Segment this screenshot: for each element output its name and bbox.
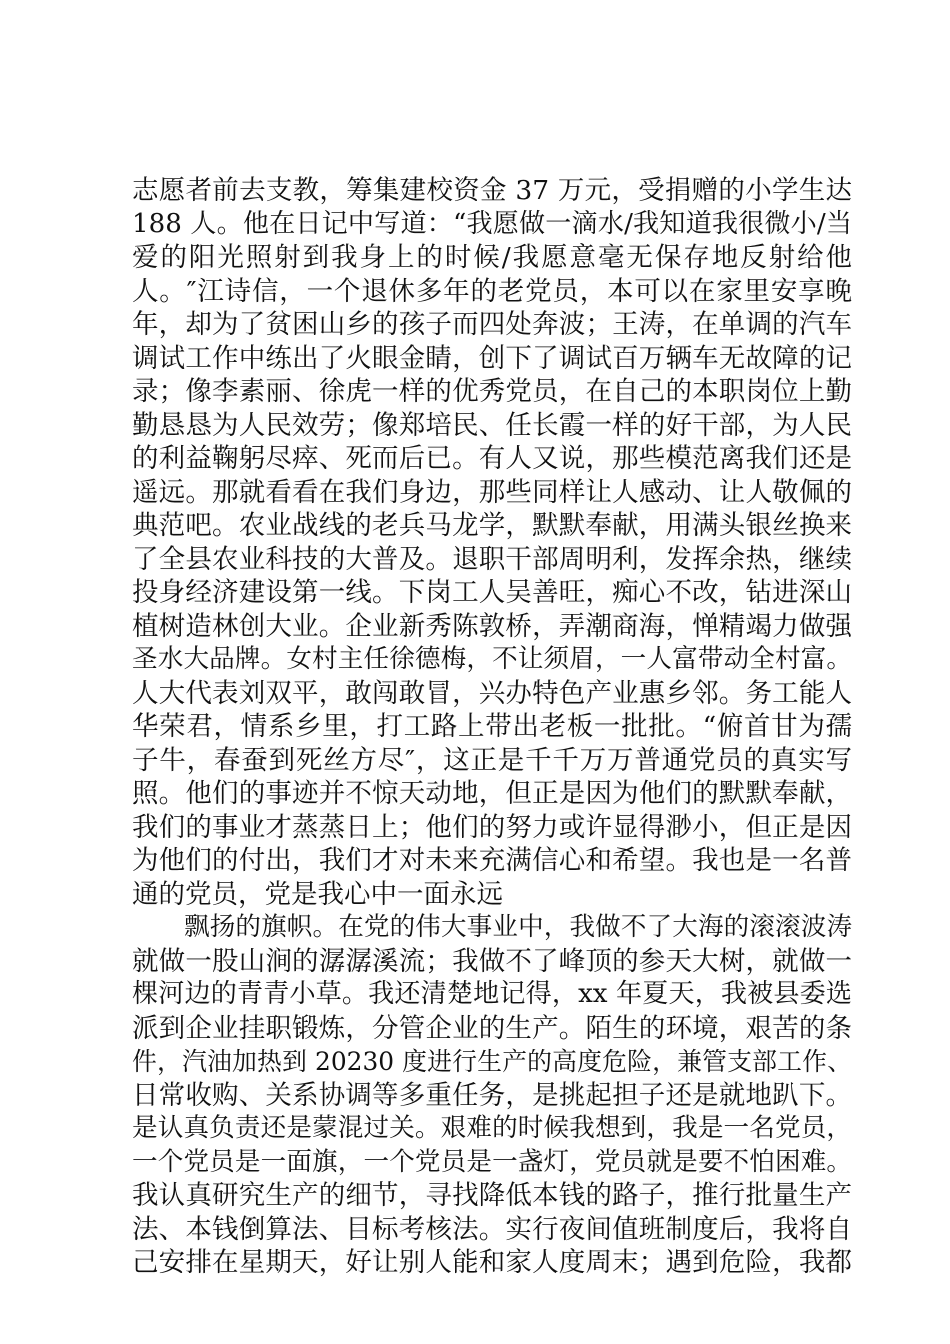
text-line: 调试工作中练出了火眼金睛，创下了调试百万辆车无故障的记 [132,342,852,374]
paragraph-1 [132,174,852,911]
text-line: 录；像李素丽、徐虎一样的优秀党员，在自己的本职岗位上勤 [132,376,852,407]
text-line: 植树造林创大业。企业新秀陈敦桥，弄潮商海，惮精竭力做强 [132,610,852,642]
text-line: 件，汽油加热到 20230 度进行生产的高度危险，兼管支部工作、 [132,1047,852,1076]
text-line: 投身经济建设第一线。下岗工人吴善旺，痴心不改，钻进深山 [132,577,852,608]
text-line-first: 飘扬的旗帜。在党的伟大事业中，我做不了大海的滚滚波涛 [184,912,852,942]
text-line: 为他们的付出，我们才对未来充满信心和希望。我也是一名普 [132,845,852,876]
text-line: 遥远。那就看看在我们身边，那些同样让人感动、让人敬佩的 [132,476,852,508]
text-line: 年，却为了贫困山乡的孩子而四处奔波；王涛，在单调的汽车 [132,309,852,340]
text-line: 子牛，春蚕到死丝方尽″，这正是千千万万普通党员的真实写 [132,744,852,776]
text-line: 法、本钱倒算法、目标考核法。实行夜间值班制度后，我将自 [132,1213,852,1245]
text-line-last: 通的党员，党是我心中一面永远 [132,878,503,910]
text-line: 志愿者前去支教，筹集建校资金 37 万元，受捐赠的小学生达 [132,175,852,206]
text-line: 我认真研究生产的细节，寻找降低本钱的路子，推行批量生产 [132,1180,852,1211]
text-line: 一个党员是一面旗，一个党员是一盏灯，党员就是要不怕困难。 [132,1146,852,1177]
text-line: 人。″江诗信，一个退休多年的老党员，本可以在家里安享晚 [132,275,852,307]
text-line: 的利益鞠躬尽瘁、死而后已。有人又说，那些模范离我们还是 [132,443,852,474]
text-line: 己安排在星期天，好让别人能和家人度周末；遇到危险，我都 [132,1247,852,1278]
text-line: 典范吧。农业战线的老兵马龙学，默默奉献，用满头银丝换来 [132,510,852,541]
text-line: 圣水大品牌。女村主任徐德梅，不让须眉，一人富带动全村富。 [132,644,852,674]
text-line: 了全县农业科技的大普及。退职干部周明利，发挥余热，继续 [132,543,852,575]
text-line: 188 人。他在日记中写道：“我愿做一滴水/我知道我很微小/当 [132,208,852,239]
text-line: 华荣君，情系乡里，打工路上带出老板一批批。“俯首甘为孺 [132,711,852,742]
text-line: 我们的事业才蒸蒸日上；他们的努力或许显得渺小，但正是因 [132,811,852,843]
text-line: 人大代表刘双平，敢闯敢冒，兴办特色产业惠乡邻。务工能人 [132,677,852,709]
text-line: 是认真负责还是蒙混过关。艰难的时候我想到，我是一名党员， [132,1113,852,1143]
text-line: 就做一股山涧的潺潺溪流；我做不了峰顶的参天大树，就做一 [132,945,852,977]
text-line: 照。他们的事迹并不惊天动地，但正是因为他们的默默奉献， [132,778,852,809]
text-line: 勤恳恳为人民效劳；像郑培民、任长霞一样的好干部，为人民 [132,409,852,441]
text-line: 棵河边的青青小草。我还清楚地记得，xx 年夏天，我被县委选 [132,979,852,1009]
document-body [132,174,852,1280]
text-line: 爱的阳光照射到我身上的时候/我愿意毫无保存地反射给他 [132,242,852,273]
text-line: 派到企业挂职锻炼，分管企业的生产。陌生的环境，艰苦的条 [132,1012,852,1044]
paragraph-2 [132,911,852,1280]
text-line: 日常收购、关系协调等多重任务，是挑起担子还是就地趴下。 [132,1079,852,1111]
